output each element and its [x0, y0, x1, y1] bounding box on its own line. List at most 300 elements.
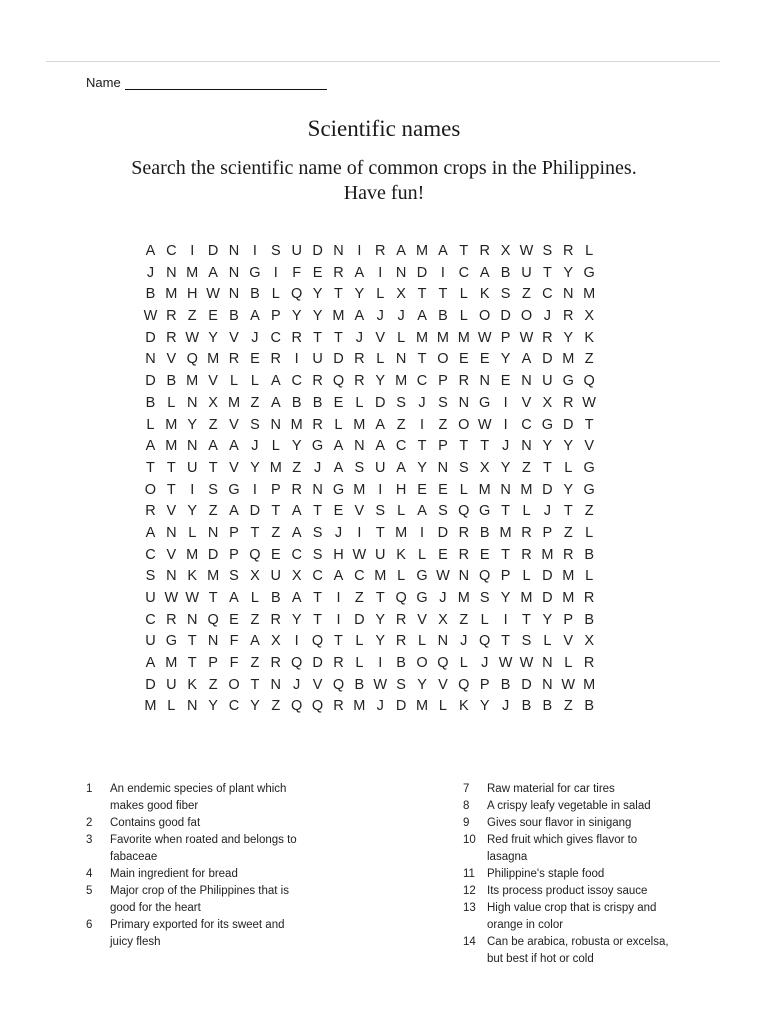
grid-letter[interactable]: S: [375, 503, 386, 520]
grid-letter[interactable]: T: [417, 438, 427, 455]
grid-letter[interactable]: D: [249, 503, 261, 520]
grid-letter[interactable]: J: [501, 438, 510, 455]
grid-letter[interactable]: Q: [479, 568, 491, 585]
grid-letter[interactable]: H: [333, 546, 344, 563]
grid-letter[interactable]: D: [542, 481, 553, 498]
grid-letter[interactable]: O: [437, 351, 449, 368]
grid-letter[interactable]: D: [500, 308, 511, 325]
grid-letter[interactable]: N: [228, 264, 240, 281]
grid-letter[interactable]: C: [145, 611, 156, 628]
grid-letter[interactable]: S: [479, 590, 490, 606]
grid-letter[interactable]: M: [165, 438, 178, 455]
grid-letter[interactable]: X: [208, 394, 218, 411]
grid-letter[interactable]: J: [334, 524, 343, 541]
grid-letter[interactable]: B: [166, 373, 177, 390]
grid-letter[interactable]: W: [498, 655, 513, 672]
grid-letter[interactable]: Q: [437, 655, 449, 672]
grid-letter[interactable]: L: [334, 416, 343, 433]
grid-letter[interactable]: L: [522, 503, 531, 520]
grid-letter[interactable]: W: [519, 243, 534, 259]
grid-letter[interactable]: V: [229, 459, 239, 476]
grid-letter[interactable]: T: [375, 590, 385, 606]
grid-letter[interactable]: I: [190, 481, 195, 498]
grid-letter[interactable]: A: [354, 264, 365, 281]
grid-letter[interactable]: F: [229, 655, 239, 672]
grid-letter[interactable]: M: [186, 264, 199, 281]
grid-letter[interactable]: T: [166, 481, 176, 498]
grid-letter[interactable]: Y: [354, 286, 365, 303]
grid-letter[interactable]: E: [250, 351, 260, 368]
grid-letter[interactable]: R: [145, 503, 156, 520]
grid-letter[interactable]: D: [416, 264, 428, 281]
grid-letter[interactable]: B: [584, 546, 594, 563]
grid-letter[interactable]: L: [397, 329, 406, 346]
grid-letter[interactable]: N: [207, 524, 219, 541]
grid-letter[interactable]: W: [477, 329, 492, 346]
grid-letter[interactable]: V: [354, 503, 365, 520]
grid-letter[interactable]: J: [251, 329, 259, 346]
grid-letter[interactable]: J: [146, 264, 155, 281]
grid-letter[interactable]: O: [416, 655, 428, 672]
grid-letter[interactable]: Z: [584, 351, 594, 368]
grid-letter[interactable]: R: [333, 698, 344, 715]
grid-letter[interactable]: N: [186, 611, 198, 628]
grid-letter[interactable]: F: [229, 633, 239, 650]
grid-letter[interactable]: D: [145, 329, 156, 346]
grid-letter[interactable]: C: [270, 329, 282, 346]
grid-letter[interactable]: W: [519, 655, 534, 672]
grid-letter[interactable]: N: [479, 373, 490, 390]
grid-letter[interactable]: R: [563, 308, 574, 325]
grid-letter[interactable]: Z: [292, 459, 302, 476]
grid-letter[interactable]: Q: [583, 373, 595, 390]
grid-letter[interactable]: N: [145, 351, 156, 368]
grid-letter[interactable]: D: [145, 373, 156, 390]
grid-letter[interactable]: M: [541, 546, 554, 563]
grid-letter[interactable]: M: [395, 524, 408, 541]
grid-letter[interactable]: A: [396, 243, 406, 259]
grid-letter[interactable]: J: [293, 676, 301, 693]
grid-letter[interactable]: R: [333, 655, 344, 672]
grid-letter[interactable]: M: [457, 590, 470, 606]
grid-letter[interactable]: P: [229, 524, 239, 541]
grid-letter[interactable]: L: [459, 481, 468, 498]
grid-letter[interactable]: Z: [354, 590, 364, 606]
grid-letter[interactable]: W: [143, 308, 158, 325]
grid-letter[interactable]: R: [542, 329, 553, 346]
grid-letter[interactable]: X: [500, 243, 511, 259]
grid-letter[interactable]: J: [439, 590, 447, 606]
grid-letter[interactable]: N: [312, 481, 323, 498]
grid-letter[interactable]: M: [207, 351, 220, 368]
grid-letter[interactable]: T: [271, 503, 281, 520]
grid-letter[interactable]: D: [207, 243, 219, 259]
grid-letter[interactable]: L: [146, 416, 155, 433]
grid-letter[interactable]: D: [312, 655, 323, 672]
grid-letter[interactable]: M: [207, 568, 220, 585]
grid-letter[interactable]: W: [436, 568, 450, 585]
name-blank-line[interactable]: [125, 77, 327, 90]
grid-letter[interactable]: X: [542, 394, 553, 411]
grid-letter[interactable]: Z: [563, 698, 573, 715]
grid-letter[interactable]: F: [292, 264, 302, 281]
grid-letter[interactable]: I: [503, 416, 508, 433]
grid-letter[interactable]: Y: [291, 438, 302, 455]
grid-letter[interactable]: D: [542, 568, 553, 585]
grid-letter[interactable]: N: [542, 676, 553, 693]
grid-letter[interactable]: N: [458, 394, 470, 411]
grid-letter[interactable]: E: [333, 503, 344, 520]
grid-letter[interactable]: V: [166, 546, 177, 563]
grid-letter[interactable]: M: [290, 416, 303, 433]
grid-letter[interactable]: T: [438, 286, 448, 303]
grid-letter[interactable]: S: [250, 416, 260, 433]
grid-letter[interactable]: O: [520, 308, 533, 325]
grid-letter[interactable]: L: [250, 590, 259, 606]
grid-letter[interactable]: B: [396, 655, 406, 672]
grid-letter[interactable]: S: [145, 568, 156, 585]
grid-letter[interactable]: M: [269, 459, 282, 476]
grid-letter[interactable]: J: [418, 394, 426, 411]
grid-letter[interactable]: O: [479, 308, 491, 325]
grid-letter[interactable]: W: [352, 546, 367, 563]
grid-letter[interactable]: A: [479, 264, 490, 281]
grid-letter[interactable]: L: [188, 524, 197, 541]
grid-letter[interactable]: N: [166, 568, 177, 585]
grid-letter[interactable]: R: [458, 524, 470, 541]
grid-letter[interactable]: L: [585, 568, 594, 585]
grid-letter[interactable]: D: [542, 590, 553, 606]
grid-letter[interactable]: J: [251, 438, 259, 455]
grid-letter[interactable]: M: [395, 373, 408, 390]
grid-letter[interactable]: I: [440, 264, 445, 281]
grid-letter[interactable]: R: [563, 394, 574, 411]
grid-letter[interactable]: T: [250, 676, 260, 693]
grid-letter[interactable]: Q: [395, 590, 407, 606]
grid-letter[interactable]: A: [270, 373, 281, 390]
grid-letter[interactable]: Y: [208, 698, 218, 715]
grid-letter[interactable]: Q: [332, 373, 345, 390]
grid-letter[interactable]: R: [312, 416, 323, 433]
grid-letter[interactable]: R: [270, 611, 282, 628]
grid-letter[interactable]: S: [521, 633, 532, 650]
grid-letter[interactable]: M: [520, 590, 533, 606]
grid-letter[interactable]: L: [522, 568, 531, 585]
grid-letter[interactable]: G: [311, 438, 324, 455]
grid-letter[interactable]: M: [353, 416, 366, 433]
grid-letter[interactable]: S: [438, 503, 448, 520]
grid-letter[interactable]: M: [436, 329, 449, 346]
grid-letter[interactable]: I: [420, 524, 425, 541]
grid-letter[interactable]: J: [543, 308, 551, 325]
grid-letter[interactable]: M: [332, 308, 345, 325]
grid-letter[interactable]: T: [501, 546, 511, 563]
grid-letter[interactable]: T: [563, 503, 573, 520]
grid-letter[interactable]: Y: [187, 416, 198, 433]
grid-letter[interactable]: A: [208, 438, 218, 455]
grid-letter[interactable]: T: [501, 633, 511, 650]
grid-letter[interactable]: S: [208, 481, 218, 498]
grid-letter[interactable]: L: [271, 438, 280, 455]
grid-letter[interactable]: B: [145, 394, 156, 411]
grid-letter[interactable]: M: [227, 394, 241, 411]
grid-letter[interactable]: Z: [271, 698, 281, 715]
grid-letter[interactable]: X: [584, 633, 594, 650]
grid-letter[interactable]: U: [375, 546, 386, 563]
grid-letter[interactable]: E: [458, 351, 469, 368]
grid-letter[interactable]: R: [563, 546, 574, 563]
grid-letter[interactable]: R: [563, 243, 574, 259]
grid-letter[interactable]: Y: [208, 329, 218, 346]
grid-letter[interactable]: E: [312, 264, 323, 281]
grid-letter[interactable]: L: [585, 524, 594, 541]
grid-letter[interactable]: R: [521, 524, 532, 541]
grid-letter[interactable]: Z: [584, 503, 594, 520]
grid-letter[interactable]: Q: [458, 676, 470, 693]
grid-letter[interactable]: N: [166, 264, 177, 281]
grid-letter[interactable]: I: [378, 264, 383, 281]
grid-letter[interactable]: P: [438, 373, 448, 390]
grid-letter[interactable]: D: [395, 698, 407, 715]
grid-letter[interactable]: B: [270, 590, 281, 606]
grid-letter[interactable]: D: [563, 416, 574, 433]
grid-letter[interactable]: L: [376, 286, 385, 303]
grid-letter[interactable]: B: [312, 394, 323, 411]
grid-letter[interactable]: J: [355, 329, 363, 346]
grid-letter[interactable]: G: [249, 264, 261, 281]
grid-letter[interactable]: G: [583, 459, 595, 476]
grid-letter[interactable]: T: [187, 633, 197, 650]
grid-letter[interactable]: W: [206, 286, 220, 303]
grid-letter[interactable]: X: [584, 308, 594, 325]
grid-letter[interactable]: M: [478, 481, 491, 498]
grid-letter[interactable]: D: [333, 351, 344, 368]
grid-letter[interactable]: B: [354, 676, 365, 693]
grid-letter[interactable]: Y: [291, 308, 302, 325]
grid-letter[interactable]: N: [437, 459, 449, 476]
grid-letter[interactable]: N: [521, 438, 532, 455]
grid-letter[interactable]: I: [378, 655, 383, 672]
grid-letter[interactable]: Z: [208, 416, 218, 433]
grid-letter[interactable]: B: [438, 308, 448, 325]
grid-letter[interactable]: C: [166, 243, 177, 259]
grid-letter[interactable]: A: [438, 243, 448, 259]
grid-letter[interactable]: P: [563, 611, 574, 628]
grid-letter[interactable]: B: [479, 524, 490, 541]
grid-letter[interactable]: I: [378, 481, 383, 498]
grid-letter[interactable]: P: [270, 308, 281, 325]
grid-letter[interactable]: L: [355, 633, 364, 650]
grid-letter[interactable]: K: [187, 676, 198, 693]
grid-letter[interactable]: P: [479, 676, 490, 693]
grid-letter[interactable]: Y: [375, 373, 386, 390]
grid-letter[interactable]: S: [312, 546, 323, 563]
grid-letter[interactable]: K: [479, 286, 490, 303]
grid-letter[interactable]: U: [145, 633, 156, 650]
grid-letter[interactable]: N: [186, 698, 198, 715]
grid-letter[interactable]: Q: [311, 698, 324, 715]
grid-letter[interactable]: N: [521, 373, 532, 390]
grid-letter[interactable]: W: [185, 590, 200, 606]
grid-letter[interactable]: H: [186, 286, 198, 303]
grid-letter[interactable]: L: [355, 394, 364, 411]
grid-letter[interactable]: Q: [186, 351, 198, 368]
grid-letter[interactable]: Z: [522, 286, 531, 303]
grid-letter[interactable]: S: [396, 394, 406, 411]
grid-letter[interactable]: V: [584, 438, 594, 455]
grid-letter[interactable]: M: [374, 568, 387, 585]
grid-letter[interactable]: E: [438, 546, 448, 563]
grid-letter[interactable]: Y: [291, 611, 302, 628]
grid-letter[interactable]: Y: [375, 611, 386, 628]
grid-letter[interactable]: V: [521, 394, 532, 411]
grid-letter[interactable]: U: [270, 568, 282, 585]
grid-letter[interactable]: V: [166, 351, 177, 368]
grid-letter[interactable]: P: [500, 568, 511, 585]
grid-letter[interactable]: D: [145, 676, 156, 693]
grid-letter[interactable]: L: [271, 286, 280, 303]
grid-letter[interactable]: H: [395, 481, 407, 498]
grid-letter[interactable]: N: [186, 394, 198, 411]
grid-letter[interactable]: R: [395, 633, 407, 650]
grid-letter[interactable]: N: [500, 481, 511, 498]
grid-letter[interactable]: A: [375, 416, 386, 433]
grid-letter[interactable]: Y: [563, 438, 574, 455]
grid-letter[interactable]: K: [396, 546, 406, 563]
grid-letter[interactable]: A: [333, 459, 344, 476]
grid-letter[interactable]: N: [166, 524, 177, 541]
grid-letter[interactable]: N: [542, 655, 553, 672]
grid-letter[interactable]: Y: [479, 698, 490, 715]
grid-letter[interactable]: D: [354, 611, 365, 628]
grid-letter[interactable]: J: [543, 503, 551, 520]
grid-letter[interactable]: W: [185, 329, 200, 346]
grid-letter[interactable]: Y: [312, 308, 323, 325]
grid-letter[interactable]: A: [270, 394, 281, 411]
grid-letter[interactable]: S: [458, 459, 469, 476]
grid-letter[interactable]: B: [521, 698, 532, 715]
grid-letter[interactable]: A: [354, 308, 365, 325]
grid-letter[interactable]: Y: [563, 329, 574, 346]
grid-letter[interactable]: X: [291, 568, 302, 585]
grid-letter[interactable]: S: [354, 459, 365, 476]
grid-letter[interactable]: J: [313, 459, 322, 476]
grid-letter[interactable]: D: [375, 394, 386, 411]
grid-letter[interactable]: C: [291, 373, 302, 390]
grid-letter[interactable]: S: [312, 524, 323, 541]
grid-letter[interactable]: X: [438, 611, 448, 628]
grid-letter[interactable]: V: [417, 611, 427, 628]
grid-letter[interactable]: Y: [563, 264, 574, 281]
grid-letter[interactable]: Y: [417, 459, 427, 476]
grid-letter[interactable]: A: [145, 438, 156, 455]
grid-letter[interactable]: A: [229, 590, 239, 606]
grid-letter[interactable]: A: [229, 438, 239, 455]
grid-letter[interactable]: I: [503, 611, 508, 628]
grid-letter[interactable]: R: [395, 611, 407, 628]
grid-letter[interactable]: A: [229, 503, 239, 520]
grid-letter[interactable]: E: [333, 394, 344, 411]
grid-letter[interactable]: P: [208, 655, 218, 672]
grid-letter[interactable]: Y: [250, 698, 260, 715]
grid-letter[interactable]: Q: [207, 611, 219, 628]
grid-letter[interactable]: Y: [187, 503, 198, 520]
grid-letter[interactable]: X: [396, 286, 406, 303]
grid-letter[interactable]: V: [438, 676, 448, 693]
grid-letter[interactable]: P: [270, 481, 281, 498]
grid-letter[interactable]: G: [332, 481, 345, 498]
grid-letter[interactable]: I: [252, 243, 257, 259]
grid-letter[interactable]: S: [542, 243, 553, 259]
grid-letter[interactable]: T: [522, 611, 531, 628]
grid-letter[interactable]: T: [146, 459, 155, 476]
grid-letter[interactable]: S: [500, 286, 511, 303]
grid-letter[interactable]: T: [459, 243, 469, 259]
grid-letter[interactable]: T: [542, 459, 552, 476]
grid-letter[interactable]: L: [397, 503, 406, 520]
grid-letter[interactable]: S: [270, 243, 281, 259]
grid-letter[interactable]: L: [417, 546, 427, 563]
grid-letter[interactable]: T: [313, 329, 322, 346]
grid-letter[interactable]: Y: [417, 676, 427, 693]
grid-letter[interactable]: Z: [459, 611, 469, 628]
grid-letter[interactable]: I: [190, 243, 195, 259]
grid-letter[interactable]: P: [500, 329, 511, 346]
grid-letter[interactable]: V: [312, 676, 323, 693]
grid-letter[interactable]: Z: [438, 416, 448, 433]
grid-letter[interactable]: T: [250, 524, 260, 541]
grid-letter[interactable]: C: [291, 546, 302, 563]
grid-letter[interactable]: G: [583, 481, 595, 498]
grid-letter[interactable]: U: [166, 676, 177, 693]
grid-letter[interactable]: N: [270, 676, 282, 693]
grid-letter[interactable]: R: [333, 264, 344, 281]
grid-letter[interactable]: C: [145, 546, 156, 563]
grid-letter[interactable]: D: [207, 546, 219, 563]
grid-letter[interactable]: M: [144, 698, 157, 715]
grid-letter[interactable]: O: [458, 416, 470, 433]
grid-letter[interactable]: V: [563, 633, 574, 650]
grid-letter[interactable]: Y: [500, 459, 511, 476]
grid-letter[interactable]: N: [228, 243, 240, 259]
grid-letter[interactable]: R: [291, 481, 302, 498]
grid-letter[interactable]: U: [542, 373, 553, 390]
grid-letter[interactable]: T: [166, 459, 176, 476]
grid-letter[interactable]: A: [333, 568, 344, 585]
grid-letter[interactable]: U: [145, 590, 156, 606]
grid-letter[interactable]: J: [376, 308, 384, 325]
grid-letter[interactable]: Z: [563, 524, 573, 541]
grid-letter[interactable]: K: [187, 568, 198, 585]
grid-letter[interactable]: B: [584, 698, 594, 715]
grid-letter[interactable]: Q: [332, 676, 345, 693]
grid-letter[interactable]: I: [252, 481, 257, 498]
grid-letter[interactable]: Z: [208, 503, 218, 520]
grid-letter[interactable]: M: [186, 373, 199, 390]
grid-letter[interactable]: L: [459, 655, 468, 672]
grid-letter[interactable]: L: [167, 394, 176, 411]
grid-letter[interactable]: I: [357, 243, 362, 259]
grid-letter[interactable]: A: [145, 524, 156, 541]
grid-letter[interactable]: R: [458, 546, 470, 563]
grid-letter[interactable]: L: [459, 286, 468, 303]
grid-letter[interactable]: W: [519, 329, 534, 346]
grid-letter[interactable]: C: [542, 286, 553, 303]
grid-letter[interactable]: A: [208, 264, 218, 281]
grid-letter[interactable]: Y: [500, 590, 511, 606]
grid-letter[interactable]: I: [420, 416, 425, 433]
grid-letter[interactable]: Z: [250, 394, 260, 411]
